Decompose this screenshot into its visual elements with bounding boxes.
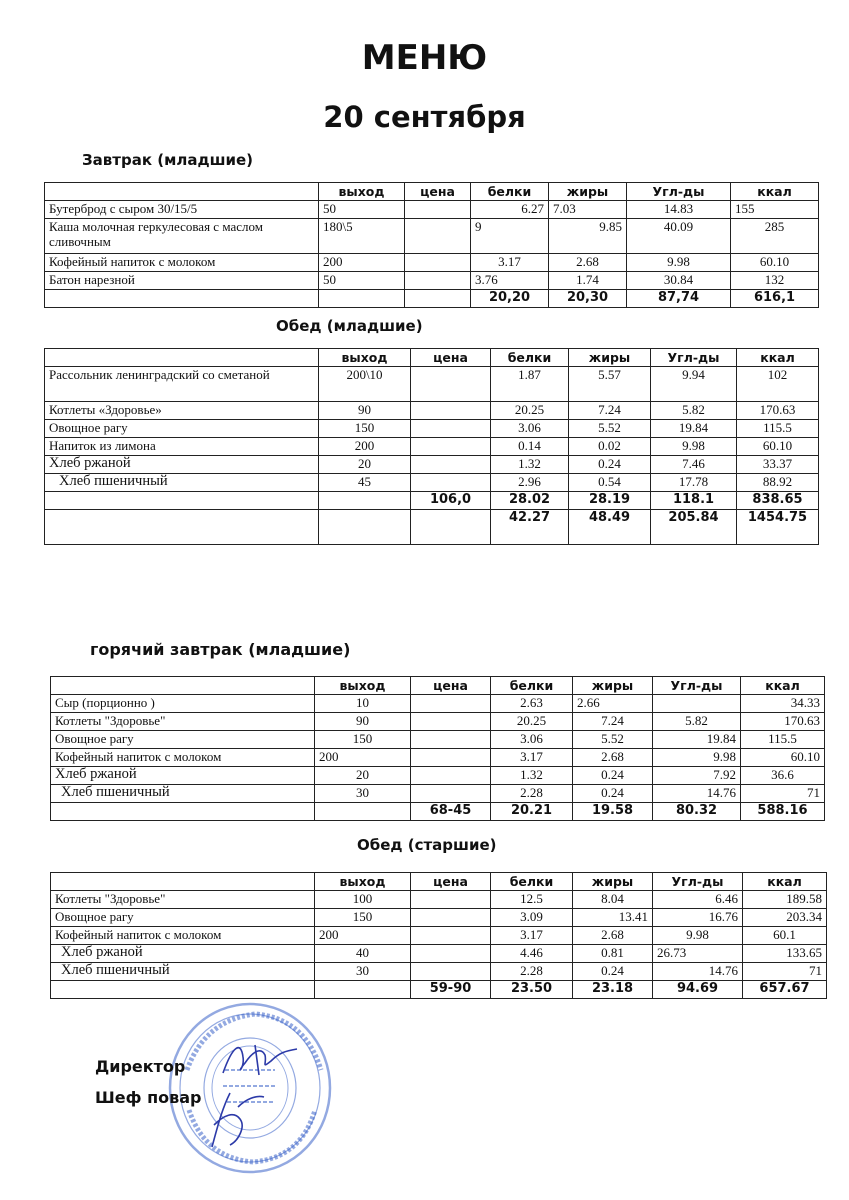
table-row bbox=[51, 767, 825, 785]
total-protein: 20.21 bbox=[491, 803, 573, 821]
dish-name: Каша молочная геркулесовая с маслом сливочным bbox=[45, 219, 319, 254]
cell-out: 10 bbox=[315, 695, 411, 713]
cell-out: 90 bbox=[319, 402, 411, 420]
cell-kcal: 36.6 bbox=[741, 767, 825, 785]
table-header-row bbox=[51, 873, 827, 891]
dish-name: Хлеб ржаной bbox=[51, 945, 315, 963]
table-row bbox=[51, 963, 827, 981]
cell-kcal: 33.37 bbox=[737, 456, 819, 474]
cell-fat: 0.24 bbox=[573, 767, 653, 785]
cell-fat: 7.24 bbox=[569, 402, 651, 420]
dish-name: Напиток из лимона bbox=[45, 438, 319, 456]
col-header: цена bbox=[411, 349, 491, 367]
cell-carbs: 26.73 bbox=[653, 945, 743, 963]
total-carbs: 80.32 bbox=[653, 803, 741, 821]
total-carbs: 205.84 bbox=[651, 510, 737, 545]
cell-protein: 1.32 bbox=[491, 767, 573, 785]
cell-price bbox=[411, 767, 491, 785]
col-header: ккал bbox=[743, 873, 827, 891]
table-row bbox=[45, 402, 819, 420]
col-header: цена bbox=[411, 677, 491, 695]
section-heading: Обед (старшие) bbox=[357, 836, 497, 854]
table-header-row bbox=[51, 677, 825, 695]
total-price: 106,0 bbox=[411, 492, 491, 510]
cell-fat: 7.03 bbox=[549, 201, 627, 219]
cell-kcal: 133.65 bbox=[743, 945, 827, 963]
col-header: цена bbox=[405, 183, 471, 201]
cell-protein: 3.17 bbox=[471, 254, 549, 272]
dish-name: Кофейный напиток с молоком bbox=[51, 927, 315, 945]
table-row bbox=[51, 713, 825, 731]
col-header: цена bbox=[411, 873, 491, 891]
col-header: белки bbox=[471, 183, 549, 201]
cell-kcal: 170.63 bbox=[737, 402, 819, 420]
menu-title: МЕНЮ bbox=[361, 38, 488, 78]
section-heading: горячий завтрак (младшие) bbox=[90, 640, 351, 659]
cell-out: 200 bbox=[315, 927, 411, 945]
col-header: белки bbox=[491, 677, 573, 695]
cell-protein: 12.5 bbox=[491, 891, 573, 909]
cell-price bbox=[411, 367, 491, 402]
cell-carbs: 19.84 bbox=[653, 731, 741, 749]
cell-price bbox=[411, 695, 491, 713]
col-header: ккал bbox=[731, 183, 819, 201]
col-header: ккал bbox=[737, 349, 819, 367]
cell-fat: 2.68 bbox=[573, 927, 653, 945]
table-row bbox=[45, 474, 819, 492]
cell-out: 30 bbox=[315, 963, 411, 981]
cell-price bbox=[411, 456, 491, 474]
cell-protein: 2.28 bbox=[491, 963, 573, 981]
dish-name: Сыр (порционно ) bbox=[51, 695, 315, 713]
col-header: выход bbox=[319, 349, 411, 367]
cell-kcal: 203.34 bbox=[743, 909, 827, 927]
total-fat: 48.49 bbox=[569, 510, 651, 545]
dish-name: Котлеты «Здоровье» bbox=[45, 402, 319, 420]
total-carbs: 87,74 bbox=[627, 290, 731, 308]
cell-carbs: 14.76 bbox=[653, 785, 741, 803]
totals-row bbox=[51, 803, 825, 821]
cell-price bbox=[411, 731, 491, 749]
total-kcal: 657.67 bbox=[743, 981, 827, 999]
table-row bbox=[51, 695, 825, 713]
cell-kcal: 115.5 bbox=[741, 731, 825, 749]
director-signature-icon bbox=[215, 1035, 305, 1085]
cell-protein: 0.14 bbox=[491, 438, 569, 456]
cell-price bbox=[411, 713, 491, 731]
totals-row bbox=[45, 290, 819, 308]
cell-protein: 6.27 bbox=[471, 201, 549, 219]
dish-name: Кофейный напиток с молоком bbox=[51, 749, 315, 767]
cell-fat: 2.68 bbox=[573, 749, 653, 767]
cell-protein: 3.09 bbox=[491, 909, 573, 927]
cell-fat: 2.66 bbox=[573, 695, 653, 713]
col-header: выход bbox=[315, 677, 411, 695]
total-price: 68-45 bbox=[411, 803, 491, 821]
cell-kcal: 71 bbox=[741, 785, 825, 803]
total-kcal: 588.16 bbox=[741, 803, 825, 821]
cell-carbs: 17.78 bbox=[651, 474, 737, 492]
cell-carbs: 7.92 bbox=[653, 767, 741, 785]
total-fat: 23.18 bbox=[573, 981, 653, 999]
cell-kcal: 88.92 bbox=[737, 474, 819, 492]
table-row bbox=[51, 945, 827, 963]
table-row bbox=[51, 785, 825, 803]
table-row bbox=[45, 456, 819, 474]
table-row bbox=[45, 254, 819, 272]
total-kcal: 1454.75 bbox=[737, 510, 819, 545]
cell-protein: 1.87 bbox=[491, 367, 569, 402]
total-fat: 19.58 bbox=[573, 803, 653, 821]
col-header: жиры bbox=[549, 183, 627, 201]
total-protein: 28.02 bbox=[491, 492, 569, 510]
cell-fat: 8.04 bbox=[573, 891, 653, 909]
table-row bbox=[45, 201, 819, 219]
dish-name: Хлеб пшеничный bbox=[45, 474, 319, 492]
cell-out: 100 bbox=[315, 891, 411, 909]
total-fat: 20,30 bbox=[549, 290, 627, 308]
total-price bbox=[411, 510, 491, 545]
cell-carbs bbox=[653, 695, 741, 713]
chef-label: Шеф повар bbox=[95, 1088, 202, 1107]
menu-date: 20 сентября bbox=[323, 100, 526, 134]
menu-table bbox=[44, 182, 819, 308]
dish-name: Хлеб пшеничный bbox=[51, 963, 315, 981]
cell-price bbox=[411, 402, 491, 420]
menu-table bbox=[50, 872, 827, 999]
cell-price bbox=[405, 272, 471, 290]
cell-protein: 1.32 bbox=[491, 456, 569, 474]
cell-price bbox=[411, 963, 491, 981]
cell-fat: 13.41 bbox=[573, 909, 653, 927]
cell-protein: 20.25 bbox=[491, 402, 569, 420]
cell-protein: 3.17 bbox=[491, 927, 573, 945]
cell-protein: 3.06 bbox=[491, 420, 569, 438]
menu-table bbox=[44, 348, 819, 545]
cell-kcal: 60.10 bbox=[737, 438, 819, 456]
dish-name: Хлеб ржаной bbox=[45, 456, 319, 474]
table-row bbox=[45, 272, 819, 290]
section-heading: Завтрак (младшие) bbox=[82, 151, 254, 169]
cell-fat: 5.52 bbox=[569, 420, 651, 438]
cell-carbs: 14.76 bbox=[653, 963, 743, 981]
cell-carbs: 40.09 bbox=[627, 219, 731, 254]
total-carbs: 118.1 bbox=[651, 492, 737, 510]
cell-out: 30 bbox=[315, 785, 411, 803]
cell-fat: 5.52 bbox=[573, 731, 653, 749]
grand-totals-row bbox=[45, 510, 819, 545]
cell-carbs: 14.83 bbox=[627, 201, 731, 219]
cell-kcal: 115.5 bbox=[737, 420, 819, 438]
cell-kcal: 132 bbox=[731, 272, 819, 290]
cell-fat: 1.74 bbox=[549, 272, 627, 290]
dish-name: Котлеты "Здоровье" bbox=[51, 713, 315, 731]
total-fat: 28.19 bbox=[569, 492, 651, 510]
cell-carbs: 9.94 bbox=[651, 367, 737, 402]
table-row bbox=[51, 927, 827, 945]
col-header: Угл-ды bbox=[653, 873, 743, 891]
cell-fat: 2.68 bbox=[549, 254, 627, 272]
cell-protein: 3.76 bbox=[471, 272, 549, 290]
cell-out: 200 bbox=[319, 438, 411, 456]
cell-kcal: 170.63 bbox=[741, 713, 825, 731]
cell-kcal: 189.58 bbox=[743, 891, 827, 909]
table-row bbox=[51, 909, 827, 927]
cell-price bbox=[411, 785, 491, 803]
cell-fat: 0.24 bbox=[569, 456, 651, 474]
cell-kcal: 60.1 bbox=[743, 927, 827, 945]
section-heading: Обед (младшие) bbox=[276, 317, 423, 335]
cell-price bbox=[411, 749, 491, 767]
table-row bbox=[45, 367, 819, 402]
cell-price bbox=[411, 891, 491, 909]
col-header: жиры bbox=[569, 349, 651, 367]
col-header: жиры bbox=[573, 677, 653, 695]
dish-name: Кофейный напиток с молоком bbox=[45, 254, 319, 272]
cell-out: 45 bbox=[319, 474, 411, 492]
table-row bbox=[51, 749, 825, 767]
cell-price bbox=[405, 219, 471, 254]
dish-name: Хлеб пшеничный bbox=[51, 785, 315, 803]
cell-kcal: 60.10 bbox=[731, 254, 819, 272]
cell-price bbox=[411, 909, 491, 927]
cell-fat: 0.02 bbox=[569, 438, 651, 456]
total-protein: 20,20 bbox=[471, 290, 549, 308]
cell-fat: 0.54 bbox=[569, 474, 651, 492]
cell-out: 180\5 bbox=[319, 219, 405, 254]
col-header: жиры bbox=[573, 873, 653, 891]
cell-fat: 5.57 bbox=[569, 367, 651, 402]
table-row bbox=[45, 219, 819, 254]
cell-carbs: 19.84 bbox=[651, 420, 737, 438]
table-row bbox=[51, 731, 825, 749]
col-header: белки bbox=[491, 349, 569, 367]
cell-out: 50 bbox=[319, 201, 405, 219]
cell-carbs: 5.82 bbox=[653, 713, 741, 731]
total-kcal: 616,1 bbox=[731, 290, 819, 308]
cell-fat: 0.24 bbox=[573, 785, 653, 803]
dish-name: Котлеты "Здоровье" bbox=[51, 891, 315, 909]
cell-protein: 2.63 bbox=[491, 695, 573, 713]
cell-carbs: 6.46 bbox=[653, 891, 743, 909]
dish-name: Овощное рагу bbox=[51, 909, 315, 927]
cell-kcal: 60.10 bbox=[741, 749, 825, 767]
table-header-row bbox=[45, 349, 819, 367]
menu-table bbox=[50, 676, 825, 821]
cell-out: 150 bbox=[319, 420, 411, 438]
cell-carbs: 9.98 bbox=[653, 749, 741, 767]
cell-price bbox=[411, 420, 491, 438]
cell-protein: 20.25 bbox=[491, 713, 573, 731]
cell-protein: 3.06 bbox=[491, 731, 573, 749]
cell-price bbox=[411, 474, 491, 492]
cell-kcal: 34.33 bbox=[741, 695, 825, 713]
col-header: Угл-ды bbox=[627, 183, 731, 201]
cell-kcal: 285 bbox=[731, 219, 819, 254]
cell-carbs: 16.76 bbox=[653, 909, 743, 927]
cell-kcal: 155 bbox=[731, 201, 819, 219]
cell-price bbox=[411, 945, 491, 963]
cell-out: 40 bbox=[315, 945, 411, 963]
cell-out: 50 bbox=[319, 272, 405, 290]
totals-row bbox=[45, 492, 819, 510]
dish-name: Бутерброд с сыром 30/15/5 bbox=[45, 201, 319, 219]
cell-protein: 9 bbox=[471, 219, 549, 254]
total-protein: 23.50 bbox=[491, 981, 573, 999]
dish-name: Хлеб ржаной bbox=[51, 767, 315, 785]
cell-out: 200 bbox=[315, 749, 411, 767]
cell-protein: 4.46 bbox=[491, 945, 573, 963]
total-price bbox=[405, 290, 471, 308]
cell-out: 20 bbox=[319, 456, 411, 474]
total-protein: 42.27 bbox=[491, 510, 569, 545]
table-row bbox=[51, 891, 827, 909]
cell-out: 20 bbox=[315, 767, 411, 785]
cell-price bbox=[411, 438, 491, 456]
table-row bbox=[45, 438, 819, 456]
cell-kcal: 71 bbox=[743, 963, 827, 981]
col-header: выход bbox=[319, 183, 405, 201]
total-carbs: 94.69 bbox=[653, 981, 743, 999]
director-label: Директор bbox=[95, 1057, 186, 1076]
table-row bbox=[45, 420, 819, 438]
cell-price bbox=[405, 201, 471, 219]
col-header: выход bbox=[315, 873, 411, 891]
cell-out: 150 bbox=[315, 909, 411, 927]
cell-carbs: 9.98 bbox=[653, 927, 743, 945]
cell-protein: 2.96 bbox=[491, 474, 569, 492]
cell-carbs: 5.82 bbox=[651, 402, 737, 420]
cell-fat: 0.24 bbox=[573, 963, 653, 981]
col-header: Угл-ды bbox=[653, 677, 741, 695]
total-kcal: 838.65 bbox=[737, 492, 819, 510]
cell-carbs: 7.46 bbox=[651, 456, 737, 474]
cell-fat: 7.24 bbox=[573, 713, 653, 731]
totals-row bbox=[51, 981, 827, 999]
cell-kcal: 102 bbox=[737, 367, 819, 402]
dish-name: Овощное рагу bbox=[45, 420, 319, 438]
chef-signature-icon bbox=[200, 1085, 270, 1155]
cell-out: 200 bbox=[319, 254, 405, 272]
dish-name: Батон нарезной bbox=[45, 272, 319, 290]
cell-protein: 3.17 bbox=[491, 749, 573, 767]
cell-price bbox=[405, 254, 471, 272]
col-header: Угл-ды bbox=[651, 349, 737, 367]
cell-carbs: 9.98 bbox=[627, 254, 731, 272]
col-header: ккал bbox=[741, 677, 825, 695]
cell-carbs: 30.84 bbox=[627, 272, 731, 290]
dish-name: Рассольник ленинградский со сметаной bbox=[45, 367, 319, 402]
cell-out: 200\10 bbox=[319, 367, 411, 402]
cell-fat: 9.85 bbox=[549, 219, 627, 254]
cell-out: 90 bbox=[315, 713, 411, 731]
cell-out: 150 bbox=[315, 731, 411, 749]
cell-carbs: 9.98 bbox=[651, 438, 737, 456]
col-header: белки bbox=[491, 873, 573, 891]
cell-price bbox=[411, 927, 491, 945]
total-price: 59-90 bbox=[411, 981, 491, 999]
dish-name: Овощное рагу bbox=[51, 731, 315, 749]
cell-protein: 2.28 bbox=[491, 785, 573, 803]
cell-fat: 0.81 bbox=[573, 945, 653, 963]
table-header-row bbox=[45, 183, 819, 201]
